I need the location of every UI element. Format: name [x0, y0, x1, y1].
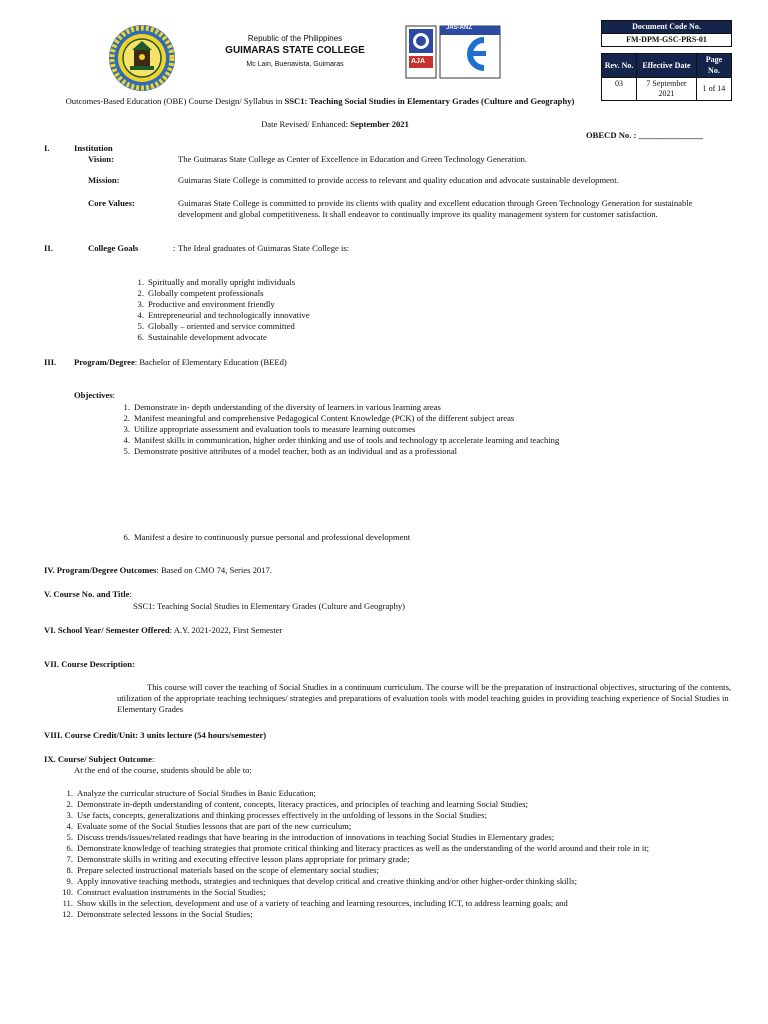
core-values-text: Guimaras State College is committed to provide its clients with quality and excellent education through Green Technology Generation for sustainable development and global competitiveness. It shall endeavor to continually improve its quality management system for customer satisfaction.	[178, 198, 693, 219]
outcome-item: 6. Demonstrate knowledge of teaching strategies that promote critical thinking and literacy practices as well as the understanding of the world around and their role in it;	[66, 843, 650, 853]
section-i-label: Institution	[74, 143, 113, 153]
course-outcome-intro: At the end of the course, students should be able to:	[74, 765, 252, 775]
program-degree: Program/Degree: Bachelor of Elementary Education (BEEd)	[74, 357, 287, 367]
date-revised-value: September 2021	[350, 119, 409, 129]
program-degree-value: Bachelor of Elementary Education (BEEd)	[139, 357, 287, 367]
page-no-label: Page No.	[696, 54, 731, 77]
cert-text-aja: AJA	[411, 58, 426, 65]
objectives-heading: Objectives:	[74, 390, 116, 400]
college-goals-colon: :	[173, 243, 176, 253]
outcome-item: 7. Demonstrate skills in writing and executing effective lesson plans appropriate for primary grade;	[66, 854, 410, 864]
section-ii-number: II.	[44, 243, 53, 253]
outcome-item: 9. Apply innovative teaching methods, strategies and techniques that develop critical and creative thinking and/or other higher-order thinking skills;	[66, 876, 578, 886]
objective-item: 1. Demonstrate in- depth understanding of the diversity of learners in various learning areas	[123, 402, 441, 412]
program-outcomes-label: IV. Program/Degree Outcomes	[44, 565, 157, 575]
objectives-list	[117, 402, 559, 457]
course-credit: VIII. Course Credit/Unit: 3 units lecture (54 hours/semester)	[44, 730, 267, 740]
course-title-value: SSC1: Teaching Social Studies in Elementary Grades (Culture and Geography)	[133, 601, 406, 611]
mission-label: Mission:	[88, 175, 120, 185]
outcome-item: 8. Prepare selected instructional materials based on the scope of elementary social studies;	[66, 865, 379, 875]
rev-no-value: 03	[602, 77, 637, 100]
date-revised	[200, 119, 470, 130]
section-iii-number: III.	[44, 357, 57, 367]
objectives-list-continued	[117, 532, 410, 543]
goal-item: 5. Globally – oriented and service committed	[137, 321, 295, 331]
goal-item: 3. Productive and environment friendly	[137, 299, 275, 309]
goal-item: 1. Spiritually and morally upright individuals	[137, 277, 296, 287]
doc-code-title: Document Code No.	[602, 21, 732, 34]
republic-text: Republic of the Philippines	[247, 34, 343, 43]
effective-date-label: Effective Date	[637, 54, 697, 77]
course-title-label: V. Course No. and Title	[44, 589, 130, 599]
outcome-item: 5. Discuss trends/issues/related readings that have bearing in the introduction of innovations in teaching Social Studies in Elementary grades;	[66, 832, 555, 842]
vision-text: The Guimaras State College as Center of Excellence in Education and Green Technology Generation.	[178, 154, 528, 164]
objective-item: 4. Manifest skills in communication, higher order thinking and use of tools and technology tp accelerate learning and teaching	[123, 435, 560, 445]
goal-item: 6. Sustainable development advocate	[137, 332, 267, 342]
course-name: : Teaching Social Studies in Elementary Grades (Culture and Geography)	[304, 96, 575, 106]
date-revised-label: Date Revised/ Enhanced:	[261, 119, 351, 129]
cert-text-jasanz: JAS-ANZ	[446, 25, 473, 31]
syllabus-title	[40, 96, 600, 107]
syllabus-title-prefix: Outcomes-Based Education (OBE) Course Design/ Syllabus in	[65, 96, 285, 106]
outcome-item: 11. Show skills in the selection, development and use of a variety of teaching and learning resources, including ICT, to address learning goals; and	[62, 898, 568, 908]
school-year-label: VI. School Year/ Semester Offered	[44, 625, 170, 635]
course-description-label: VII. Course Description:	[44, 659, 135, 669]
vision-label: Vision:	[88, 154, 114, 164]
course-code: SSC1	[284, 96, 305, 106]
college-goals-intro: The Ideal graduates of Guimaras State College is:	[178, 243, 350, 253]
outcome-item: 10. Construct evaluation instruments in the Social Studies;	[62, 887, 266, 897]
objective-item: 6. Manifest a desire to continuously pursue personal and professional development	[123, 532, 411, 542]
goal-item: 4. Entrepreneurial and technologically innovative	[137, 310, 310, 320]
course-description-text: This course will cover the teaching of Social Studies in a continuum curriculum. The course will be the preparation of instructional objectives, structuring of the contents, utilization of the appropriate teaching techniques/ strategies and preparations of evaluation tools with model teaching guides in providing teaching experience of Social Studies in Elementary Grades	[117, 682, 732, 714]
college-name: GUIMARAS STATE COLLEGE	[225, 45, 365, 57]
page-no-value: 1 of 14	[696, 77, 731, 100]
outcome-item: 1. Analyze the curricular structure of Social Studies in Basic Education;	[66, 788, 316, 798]
school-year-value: A.Y. 2021-2022, First Semester	[173, 625, 283, 635]
objective-item: 3. Utilize appropriate assessment and evaluation tools to measure learning outcomes	[123, 424, 416, 434]
effective-date-value: 7 September 2021	[637, 77, 697, 100]
outcome-item: 4. Evaluate some of the Social Studies lessons that are part of the new curriculum;	[66, 821, 352, 831]
college-header	[200, 34, 390, 70]
college-goals-label: College Goals	[88, 243, 139, 253]
certification-logo-icon	[404, 24, 504, 84]
section-i-number: I.	[44, 143, 50, 153]
outcome-item: 12. Demonstrate selected lessons in the Social Studies;	[62, 909, 253, 919]
objective-item: 2. Manifest meaningful and comprehensive Pedagogical Content Knowledge (PCK) of the different subject areas	[123, 413, 515, 423]
course-title-heading: V. Course No. and Title:	[44, 589, 132, 599]
course-outcome-label: IX. Course/ Subject Outcome	[44, 754, 152, 764]
college-goals-list	[131, 277, 310, 343]
obecd-number: OBECD No. : _______________	[586, 130, 703, 140]
college-seal-icon	[108, 24, 176, 92]
outcome-item: 2. Demonstrate in-depth understanding of content, concepts, literacy practices, and principles of teaching and learning Social Studies;	[66, 799, 529, 809]
rev-no-label: Rev. No.	[602, 54, 637, 77]
objective-item: 5. Demonstrate positive attributes of a model teacher, both as an individual and as a professional	[123, 446, 458, 456]
mission-text: Guimaras State College is committed to provide access to relevant and quality education and advocate sustainable development.	[178, 175, 619, 185]
course-outcomes-list	[60, 788, 736, 920]
program-outcomes-value: Based on CMO 74, Series 2017.	[160, 565, 272, 575]
goal-item: 2. Globally competent professionals	[137, 288, 264, 298]
school-year: VI. School Year/ Semester Offered: A.Y. 2021-2022, First Semester	[44, 625, 283, 635]
program-degree-label: Program/Degree	[74, 357, 135, 367]
document-code-table	[601, 20, 732, 101]
outcome-item: 3. Use facts, concepts, generalizations and thinking processes effectively in the unfolding of lessons in the Social Studies;	[66, 810, 487, 820]
program-outcomes: IV. Program/Degree Outcomes: Based on CMO 74, Series 2017.	[44, 565, 272, 575]
objectives-label: Objectives	[74, 390, 113, 400]
college-address: Mc Lain, Buenavista, Guimaras	[246, 61, 344, 69]
core-values-label: Core Values:	[88, 198, 135, 208]
course-outcome-heading: IX. Course/ Subject Outcome:	[44, 754, 155, 764]
doc-code-value: FM-DPM-GSC-PRS-01	[602, 34, 732, 47]
